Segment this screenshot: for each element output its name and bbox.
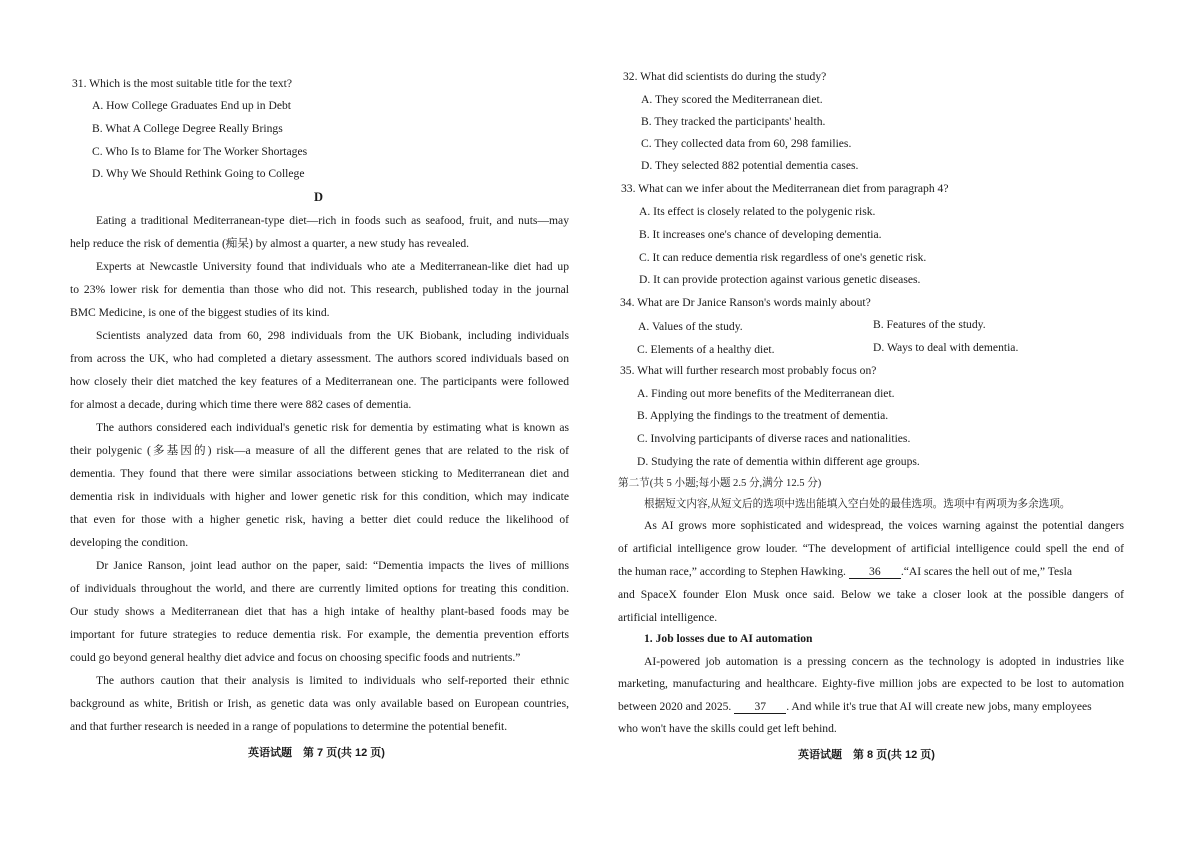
question-32-option-a: A. They scored the Mediterranean diet. xyxy=(641,93,823,106)
question-35-option-c: C. Involving participants of diverse races and nationalities. xyxy=(637,432,911,445)
question-34-option-c: C. Elements of a healthy diet. xyxy=(637,343,775,356)
cloze-text: . And while it's true that AI will create new jobs, many employees xyxy=(786,700,1092,713)
passage-line: could go beyond general healthy diet advice and focus on choosing specific foods and nutrients.” xyxy=(70,651,521,664)
passage-line: and that further research is needed in a range of populations to determine the potential benefit. xyxy=(70,720,508,733)
question-34-stem: 34. What are Dr Janice Ranson's words mainly about? xyxy=(620,296,871,309)
passage-line: Experts at Newcastle University found that individuals who ate a Mediterranean-like diet had up xyxy=(96,260,569,273)
question-33-option-d: D. It can provide protection against various genetic diseases. xyxy=(639,273,921,286)
question-33-option-a: A. Its effect is closely related to the polygenic risk. xyxy=(639,205,876,218)
passage-line: their polygenic (多基因的) risk—a measure of all the different genes that are related to the risk of xyxy=(70,444,569,457)
cloze-text: .“AI scares the hell out of me,” Tesla xyxy=(900,565,1073,578)
question-31-option-d: D. Why We Should Rethink Going to College xyxy=(92,167,305,180)
cloze-line: and SpaceX founder Elon Musk once said. Below we take a closer look at the possible dangers of xyxy=(618,588,1124,601)
cloze-line-blank-37 xyxy=(618,700,1092,714)
passage-line: that even for those with a higher genetic risk, having a better diet could reduce the likelihood of xyxy=(70,513,569,526)
passage-d-heading: D xyxy=(314,190,324,204)
question-33-stem: 33. What can we infer about the Mediterranean diet from paragraph 4? xyxy=(621,182,949,195)
blank-37[interactable]: 37 xyxy=(734,701,786,714)
question-34-option-a: A. Values of the study. xyxy=(638,320,743,333)
cloze-line: marketing, manufacturing and healthcare. Eighty-five million jobs are expected to be lost to automation xyxy=(618,677,1124,690)
section-2-title: 第二节(共 5 小题;每小题 2.5 分,满分 12.5 分) xyxy=(618,478,822,489)
passage-line: Eating a traditional Mediterranean-type diet—rich in foods such as seafood, fruit, and nuts—may xyxy=(96,214,569,227)
passage-line: Our study shows a Mediterranean diet that has a high intake of healthy plant-based foods may be xyxy=(70,605,569,618)
subheading-job-losses: 1. Job losses due to AI automation xyxy=(644,632,813,645)
passage-line: to 23% lower risk for dementia than those who did not. This research, published today in the journal xyxy=(70,283,569,296)
question-33-option-c: C. It can reduce dementia risk regardless of one's genetic risk. xyxy=(639,251,927,264)
section-2-instruction: 根据短文内容,从短文后的选项中选出能填入空白处的最佳选项。选项中有两项为多余选项。 xyxy=(644,499,1071,510)
question-32-option-d: D. They selected 882 potential dementia cases. xyxy=(641,159,859,172)
question-31-option-b: B. What A College Degree Really Brings xyxy=(92,122,283,135)
passage-line: help reduce the risk of dementia (痴呆) by almost a quarter, a new study has revealed. xyxy=(70,237,470,250)
question-35-option-a: A. Finding out more benefits of the Mediterranean diet. xyxy=(637,387,895,400)
cloze-line: AI-powered job automation is a pressing concern as the technology is adopted in industries like xyxy=(644,655,1124,668)
cloze-text: between 2020 and 2025. xyxy=(618,700,732,713)
question-32-option-c: C. They collected data from 60, 298 families. xyxy=(641,137,852,150)
question-34-option-b: B. Features of the study. xyxy=(873,318,986,331)
passage-line: The authors considered each individual's genetic risk for dementia by estimating what is known as xyxy=(96,421,569,434)
question-32-stem: 32. What did scientists do during the study? xyxy=(623,70,827,83)
passage-line: for almost a decade, during which time there were 882 cases of dementia. xyxy=(70,398,412,411)
passage-line: dementia. They found that there were similar associations between sticking to Mediterranean diet and xyxy=(70,467,569,480)
page-footer-8: 英语试题 第 8 页(共 12 页) xyxy=(798,749,935,761)
question-35-option-b: B. Applying the findings to the treatment of dementia. xyxy=(637,409,889,422)
question-35-stem: 35. What will further research most probably focus on? xyxy=(620,364,877,377)
question-35-option-d: D. Studying the rate of dementia within different age groups. xyxy=(637,455,920,468)
question-31-option-c: C. Who Is to Blame for The Worker Shortages xyxy=(92,145,308,158)
passage-line: dementia risk in individuals with higher and lower genetic risk for this condition, which may indicate xyxy=(70,490,569,503)
question-31-stem: 31. Which is the most suitable title for the text? xyxy=(72,77,293,90)
passage-line: The authors caution that their analysis is limited to individuals who self-reported their ethnic xyxy=(96,674,569,687)
right-page xyxy=(600,0,1200,848)
passage-line: how closely their diet matched the key features of a Mediterranean one. The participants were followed xyxy=(70,375,569,388)
cloze-line: who won't have the skills could get left behind. xyxy=(618,722,837,735)
passage-line: developing the condition. xyxy=(70,536,189,549)
question-31-option-a: A. How College Graduates End up in Debt xyxy=(92,99,291,112)
passage-line: from across the UK, who had completed a dietary assessment. The authors scored individuals based on xyxy=(70,352,569,365)
question-32-option-b: B. They tracked the participants' health. xyxy=(641,115,826,128)
passage-line: Scientists analyzed data from 60, 298 individuals from the UK Biobank, including individuals xyxy=(96,329,569,342)
passage-line: background as white, British or Irish, as genetic data was only available based on European countries, xyxy=(70,697,569,710)
question-34-option-d: D. Ways to deal with dementia. xyxy=(873,341,1019,354)
cloze-line: As AI grows more sophisticated and widespread, the voices warning against the potential dangers xyxy=(644,519,1124,532)
passage-line: BMC Medicine, is one of the biggest studies of its kind. xyxy=(70,306,330,319)
passage-line: important for future strategies to reduce dementia risk. For example, the dementia prevention efforts xyxy=(70,628,569,641)
question-33-option-b: B. It increases one's chance of developing dementia. xyxy=(639,228,882,241)
page-footer-7: 英语试题 第 7 页(共 12 页) xyxy=(248,747,385,759)
cloze-line-blank-36 xyxy=(618,565,1072,579)
cloze-text: the human race,” according to Stephen Hawking. xyxy=(618,565,846,578)
cloze-line: of artificial intelligence grow louder. “The development of artificial intelligence could spell the end of xyxy=(618,542,1124,555)
blank-36[interactable]: 36 xyxy=(849,566,901,579)
passage-line: of individuals throughout the world, and there are currently limited options for treating this condition. xyxy=(70,582,569,595)
cloze-line: artificial intelligence. xyxy=(618,611,718,624)
passage-line: Dr Janice Ranson, joint lead author on the paper, said: “Dementia impacts the lives of millions xyxy=(96,559,569,572)
